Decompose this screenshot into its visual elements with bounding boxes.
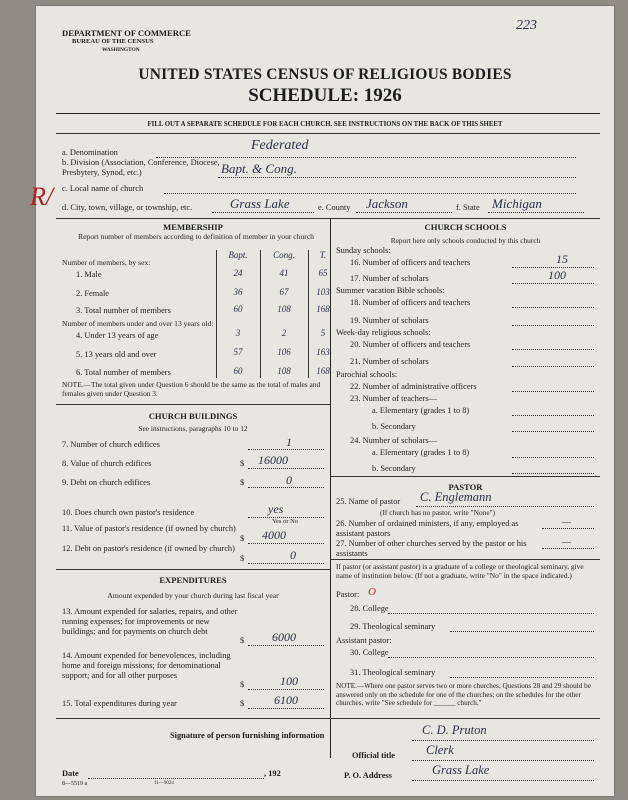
city-label: d. City, town, village, or township, etc. — [62, 203, 193, 212]
expenditures-title: EXPENDITURES — [159, 575, 227, 585]
q8-value: 16000 — [258, 453, 288, 467]
q13-label: 13. Amount expended for salaries, repairs, and other running expenses; for improvements or new buildings; and for payments on church debt — [62, 607, 238, 636]
q20-label: 20. Number of officers and teachers — [350, 340, 471, 349]
city-name: WASHINGTON — [102, 47, 140, 53]
graduate-note: If pastor (or assistant pastor) is a graduate of a college or theological seminary, give name of institution below. (If not a graduate, write "No" in the space indicated.) — [336, 562, 584, 580]
census-schedule-sheet — [30, 6, 614, 796]
q8-line — [248, 468, 324, 469]
q25-label: 25. Name of pastor — [336, 497, 401, 506]
q23b-label: b. Secondary — [372, 422, 416, 431]
q24-label: 24. Number of scholars— — [350, 436, 437, 445]
title-line — [412, 760, 594, 761]
q25-value: C. Englemann — [420, 490, 492, 504]
sunday-label: Sunday schools: — [336, 246, 391, 255]
local-name-label: c. Local name of church — [62, 184, 144, 193]
q12-value: 0 — [290, 548, 296, 562]
q15-label: 15. Total expenditures during year — [62, 699, 177, 708]
po-line — [412, 780, 594, 781]
denomination-label: a. Denomination — [62, 148, 118, 157]
q28-line — [388, 613, 594, 614]
schools-intro: Report here only schools conducted by this church — [390, 236, 541, 245]
membership-intro: Report number of members according to definition of member in your church — [78, 232, 314, 241]
expenditures-intro: Amount expended by your church during last fiscal year — [107, 591, 279, 600]
q26-label: 26. Number of ordained ministers, if any, employed as assistant pastors — [336, 519, 519, 538]
q27-line — [542, 548, 594, 549]
divider — [56, 133, 600, 134]
q15-line — [248, 708, 324, 709]
under13-cong: 2 — [281, 328, 287, 338]
total-cong: 108 — [277, 304, 291, 314]
denomination-value: Federated — [251, 138, 309, 153]
q9-value: 0 — [286, 473, 292, 487]
q24b-line — [512, 473, 594, 474]
q25-note: (If church has no pastor, write "None") — [380, 508, 496, 517]
q11-line — [248, 543, 324, 544]
age-label: Number of members under and over 13 years old: — [62, 319, 214, 328]
under13-total: 5 — [320, 328, 326, 338]
date-label: Date — [62, 769, 79, 778]
date-line — [88, 778, 264, 779]
total2-total: 168 — [316, 366, 330, 376]
q26-value: — — [562, 517, 571, 527]
q20-line — [512, 349, 594, 350]
row-label-total-age: 6. Total number of members — [76, 368, 171, 377]
q16-value: 15 — [556, 252, 568, 266]
schools-title: CHURCH SCHOOLS — [424, 222, 507, 232]
male-bapt: 24 — [233, 268, 243, 278]
section-divider — [56, 218, 600, 219]
q24b-label: b. Secondary — [372, 464, 416, 473]
q7-value: 1 — [286, 435, 292, 449]
over13-bapt: 57 — [233, 347, 243, 357]
q31-label: 31. Theological seminary — [350, 668, 436, 677]
q14-value: 100 — [280, 674, 298, 688]
by-sex-label: Number of members, by sex: — [62, 258, 151, 267]
q30-line — [388, 657, 594, 658]
female-bapt: 36 — [233, 287, 243, 297]
over13-cong: 106 — [277, 347, 291, 357]
row-label-male: 1. Male — [76, 270, 102, 279]
pastor-sub-value: O — [368, 586, 376, 598]
po-value: Grass Lake — [432, 763, 490, 777]
q9-dollar: $ — [240, 478, 245, 487]
section-divider — [56, 569, 330, 570]
q23b-line — [512, 431, 594, 432]
q22-label: 22. Number of administrative officers — [350, 382, 477, 391]
dept-name: DEPARTMENT OF COMMERCE — [62, 28, 191, 38]
q7-label: 7. Number of church edifices — [62, 440, 160, 449]
q10-hint: Yes or No — [272, 518, 299, 525]
po-label: P. O. Address — [344, 771, 392, 780]
summer-label: Summer vacation Bible schools: — [336, 286, 445, 295]
division-line — [218, 177, 576, 178]
section-divider — [331, 559, 600, 560]
buildings-title: CHURCH BUILDINGS — [148, 411, 238, 421]
year-label: , 192 — [264, 769, 281, 778]
signature-label: Signature of person furnishing information — [170, 731, 325, 740]
q31-line — [450, 677, 594, 678]
q15-value: 6100 — [274, 693, 298, 707]
q30-label: 30. College — [350, 648, 389, 657]
q24a-label: a. Elementary (grades 1 to 8) — [372, 448, 470, 457]
division-label: b. Division (Association, Conference, Diocese, Presbytery, Synod, etc.) — [62, 158, 220, 177]
bureau-name: BUREAU OF THE CENSUS — [72, 38, 154, 45]
section-divider — [56, 404, 330, 405]
form-instruction: FILL OUT A SEPARATE SCHEDULE FOR EACH CHURCH. SEE INSTRUCTIONS ON THE BACK OF THIS SHEET — [147, 121, 503, 128]
q14-line — [248, 689, 324, 690]
signature-value: C. D. Pruton — [422, 723, 487, 737]
q26-line — [542, 528, 594, 529]
section-divider — [331, 476, 600, 477]
q10-label: 10. Does church own pastor's residence — [62, 508, 195, 517]
print-number: 11—9024 — [154, 781, 174, 786]
title-label: Official title — [352, 751, 396, 760]
q29-line — [450, 631, 594, 632]
male-total: 65 — [318, 268, 328, 278]
county-label: e. County — [318, 203, 351, 212]
q13-value: 6000 — [272, 630, 296, 644]
pastor-title: PASTOR — [448, 482, 483, 492]
parochial-label: Parochial schools: — [336, 370, 398, 379]
row-label-under-13: 4. Under 13 years of age — [76, 331, 159, 340]
q24a-line — [512, 457, 594, 458]
form-subtitle: SCHEDULE: 1926 — [248, 85, 402, 106]
q28-label: 28. College — [350, 604, 389, 613]
under13-bapt: 3 — [235, 328, 241, 338]
row-label-female: 2. Female — [76, 289, 110, 298]
q18-line — [512, 307, 594, 308]
q12-line — [248, 563, 324, 564]
page-number: 223 — [516, 18, 537, 33]
q14-dollar: $ — [240, 680, 245, 689]
q11-label: 11. Value of pastor's residence (if owned by church) — [62, 524, 236, 533]
row-label-13-over: 5. 13 years old and over — [76, 350, 157, 359]
over13-total: 163 — [316, 347, 330, 357]
col-head-cong: Cong. — [273, 250, 295, 260]
q17-label: 17. Number of scholars — [350, 274, 429, 283]
county-line — [356, 212, 452, 213]
q17-value: 100 — [548, 268, 566, 282]
q10-value: yes — [268, 502, 284, 516]
membership-note: NOTE.—The total given under Question 6 should be the same as the total of males and females given under Question 3. — [62, 380, 321, 398]
margin-mark: R/ — [30, 182, 54, 211]
q17-line — [512, 283, 594, 284]
form-title: UNITED STATES CENSUS OF RELIGIOUS BODIES — [138, 66, 512, 83]
state-value: Michigan — [492, 196, 542, 211]
q22-line — [512, 391, 594, 392]
signature-line — [412, 740, 594, 741]
female-total: 103 — [316, 287, 330, 297]
pastor-note: NOTE.—Where one pastor serves two or more churches, Questions 28 and 29 should be answered only on the schedule for one of the churches; on the schedules for the other churches, write "See schedule for ______ church." — [336, 682, 591, 708]
female-cong: 67 — [279, 287, 289, 297]
q19-line — [512, 325, 594, 326]
q23-label: 23. Number of teachers— — [350, 394, 437, 403]
weekday-label: Week-day religious schools: — [336, 328, 431, 337]
divider — [56, 113, 600, 114]
total-bapt: 60 — [233, 304, 243, 314]
q13-line — [248, 645, 324, 646]
division-value: Bapt. & Cong. — [221, 161, 297, 176]
q8-dollar: $ — [240, 459, 245, 468]
q25-line — [416, 506, 594, 507]
q19-label: 19. Number of scholars — [350, 316, 429, 325]
q21-label: 21. Number of scholars — [350, 357, 429, 366]
q15-dollar: $ — [240, 699, 245, 708]
state-label: f. State — [456, 203, 480, 212]
male-cong: 41 — [279, 268, 289, 278]
q27-label: 27. Number of other churches served by the pastor or his assistants — [336, 539, 527, 558]
row-label-total: 3. Total number of members — [76, 306, 171, 315]
q27-value: — — [562, 537, 571, 547]
local-name-line — [164, 193, 576, 194]
q12-label: 12. Debt on pastor's residence (if owned by church) — [62, 544, 235, 553]
q18-label: 18. Number of officers and teachers — [350, 298, 471, 307]
q16-label: 16. Number of officers and teachers — [350, 258, 471, 267]
total2-bapt: 60 — [233, 366, 243, 376]
q23a-line — [512, 415, 594, 416]
q9-label: 9. Debt on church edifices — [62, 478, 151, 487]
col-head-total: T. — [319, 250, 327, 260]
section-divider — [56, 718, 600, 719]
buildings-see: See instructions, paragraphs 10 to 12 — [138, 424, 248, 433]
total-total: 168 — [316, 304, 330, 314]
form-number: 8—5519 a — [62, 781, 88, 787]
q13-dollar: $ — [240, 636, 245, 645]
q21-line — [512, 366, 594, 367]
q11-dollar: $ — [240, 534, 245, 543]
col-head-bapt: Bapt. — [228, 250, 248, 260]
q8-label: 8. Value of church edifices — [62, 459, 152, 468]
city-value: Grass Lake — [230, 196, 290, 211]
membership-title: MEMBERSHIP — [163, 222, 223, 232]
city-line — [212, 212, 314, 213]
q12-dollar: $ — [240, 554, 245, 563]
q14-label: 14. Amount expended for benevolences, including home and foreign missions; for denominational support; and for all other purposes — [62, 651, 231, 680]
pastor-sub-label: Pastor: — [336, 590, 360, 599]
county-value: Jackson — [366, 196, 408, 211]
title-value: Clerk — [426, 743, 454, 757]
asst-label: Assistant pastor: — [336, 636, 392, 645]
q23a-label: a. Elementary (grades 1 to 8) — [372, 406, 470, 415]
state-line — [488, 212, 584, 213]
q11-value: 4000 — [262, 528, 286, 542]
total2-cong: 108 — [277, 366, 291, 376]
q29-label: 29. Theological seminary — [350, 622, 436, 631]
